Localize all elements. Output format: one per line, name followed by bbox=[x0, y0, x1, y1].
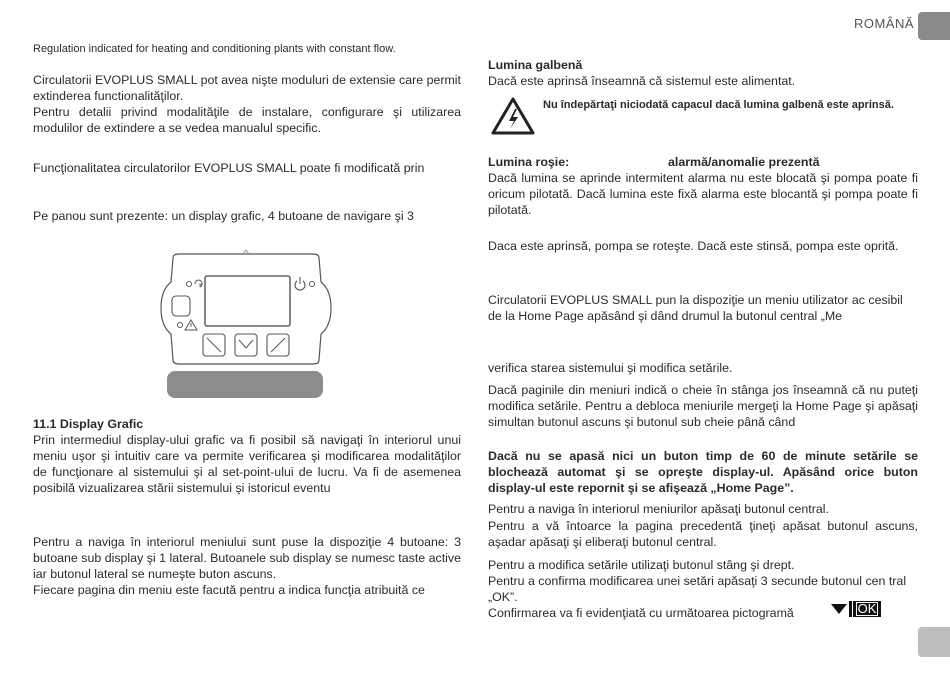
timeout-paragraph: Dacă nu se apasă nici un buton timp de 60 de minute setările se blochează automat şi se opreşte display-ul. Apăsând orice buton display-ul este repornit şi se afişează „Home Page”. bbox=[488, 449, 918, 495]
page-number-tab bbox=[918, 627, 950, 657]
menu-paragraph: Circulatorii EVOPLUS SMALL pun la dispoziţie un meniu utilizator ac cesibil de la Home Page apăsând şi dând drumul la butonul central „Me bbox=[488, 293, 903, 323]
modules-paragraph-2: Pentru detalii privind modalităţile de instalare, configurare şi utilizarea modulilor de extindere a se vedea manualul specific. bbox=[33, 105, 461, 135]
confirm-icon-paragraph: Confirmarea va fi evidenţiată cu următoarea pictogramă bbox=[488, 606, 794, 620]
control-panel-diagram bbox=[155, 248, 337, 370]
warning-note bbox=[488, 96, 918, 136]
right-button bbox=[267, 334, 289, 356]
back-paragraph: Pentru a vă întoarce la pagina precedentă ţineţi apăsat butonul ascuns, aşadar apăsaţi şi eliberaţi butonul central. bbox=[488, 519, 918, 549]
navigate-paragraph: Pentru a naviga în interiorul meniurilor apăsaţi butonul central. bbox=[488, 502, 829, 516]
ok-label: OK bbox=[857, 601, 877, 616]
red-light-heading-2: alarmă/anomalie prezentă bbox=[668, 155, 820, 169]
left-button bbox=[203, 334, 225, 356]
modify-paragraph: Pentru a modifica setările utilizaţi butonul stâng şi drept. bbox=[488, 558, 795, 572]
warning-text: Nu îndepărtaţi niciodată capacul dacă lumina galbenă este aprinsă. bbox=[543, 99, 894, 111]
ok-confirm-icon bbox=[830, 601, 882, 617]
language-label: ROMÂNĂ bbox=[853, 16, 914, 31]
panel-paragraph: Pe panou sunt prezente: un display grafic, 4 butoane de navigare şi 3 bbox=[33, 209, 414, 223]
regulation-note: Regulation indicated for heating and conditioning plants with constant flow. bbox=[33, 43, 396, 55]
yellow-light-heading: Lumina galbenă bbox=[488, 58, 583, 72]
figure-caption-bar bbox=[167, 371, 323, 398]
hidden-button bbox=[172, 296, 190, 316]
warning-triangle-icon bbox=[490, 96, 536, 136]
red-light-heading: Lumina roşie: bbox=[488, 155, 570, 169]
pages-paragraph: Fiecare pagina din meniu este facută pentru a indica funcţia atribuită ce bbox=[33, 583, 425, 597]
display-paragraph: Prin intermediul display-ului grafic va fi posibil să navigaţi în interiorul unui meniu uşor şi intuitiv care va permite verificarea şi modificarea modalităţilor de funcţionare al sistemului şi al set-point-ului de lucru. Va fi de asemenea posibilă vizualizarea stării sistemului şi istoricul eventu bbox=[33, 433, 461, 495]
center-button bbox=[235, 334, 257, 356]
key-paragraph: Dacă paginile din meniuri indică o cheie în stânga jos înseamnă că nu puteţi modifica setările. Pentru a debloca meniurile mergeţi la Home Page şi apăsaţi simultan butonul ascuns şi butonul sub cheie până când bbox=[488, 383, 918, 429]
confirm-paragraph: Pentru a confirma modificarea unei setări apăsaţi 3 secunde butonul cen tral „OK”. bbox=[488, 574, 907, 604]
verify-paragraph: verifica starea sistemului şi modifica setările. bbox=[488, 361, 733, 375]
functionality-paragraph: Funcţionalitatea circulatorilor EVOPLUS SMALL poate fi modificată prin bbox=[33, 161, 425, 175]
red-light-text: Dacă lumina se aprinde intermitent alarma nu este blocată şi pompa poate fi oricum pilotată. Dacă lumina este fixă alarma este blocantă şi pompa poate fi pilotată. bbox=[488, 171, 918, 217]
modules-paragraph-1: Circulatorii EVOPLUS SMALL pot avea nişte moduluri de extensie care permit extinderea functionalităţilor. bbox=[33, 73, 461, 103]
yellow-light-text: Dacă este aprinsă înseamnă că sistemul este alimentat. bbox=[488, 74, 796, 88]
language-tab bbox=[918, 12, 950, 40]
section-heading: 11.1 Display Grafic bbox=[33, 417, 144, 431]
display-screen bbox=[205, 276, 290, 326]
green-light-text: Daca este aprinsă, pompa se roteşte. Dacă este stinsă, pompa este oprită. bbox=[488, 239, 899, 253]
buttons-paragraph: Pentru a naviga în interiorul meniului sunt puse la dispoziţie 4 butoane: 3 butoane sub display şi 1 lateral. Butoanele sub display se numesc taste active iar butonul lateral se numeşte buton ascuns. bbox=[33, 535, 461, 581]
